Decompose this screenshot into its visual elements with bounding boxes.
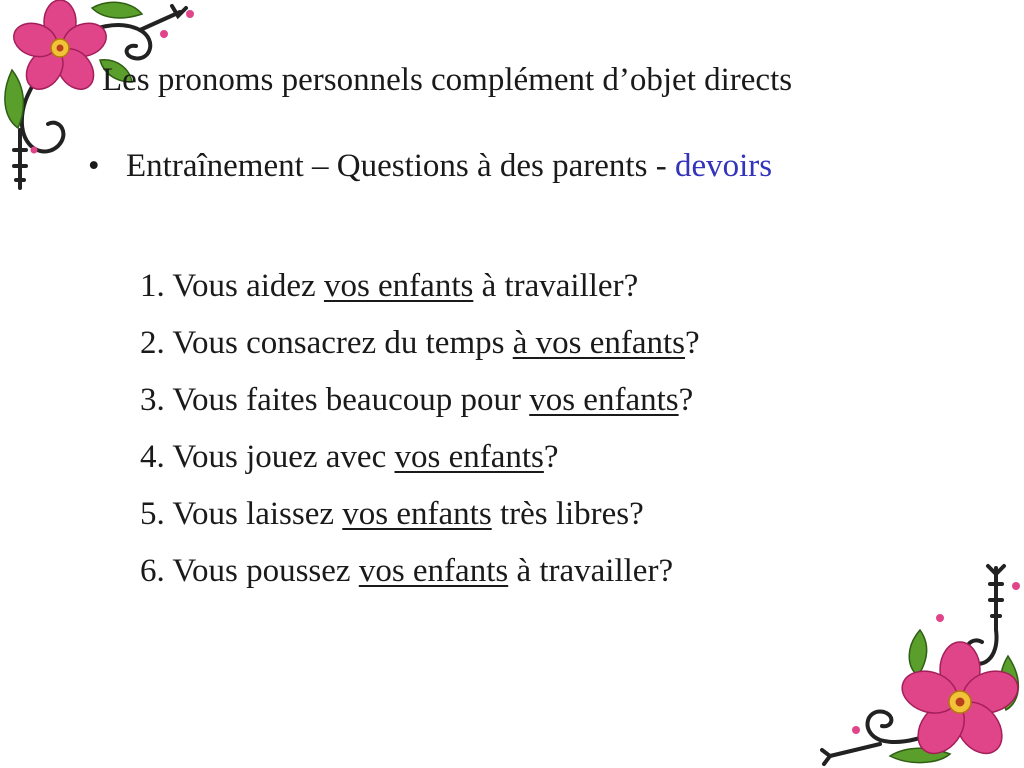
- question-text: très libres?: [491, 496, 644, 532]
- question-number: 5.: [140, 496, 165, 532]
- slide-title: Les pronoms personnels complément d’objet directs: [102, 62, 793, 98]
- underlined-phrase: vos enfants: [358, 553, 509, 589]
- question-text: Vous jouez avec: [172, 439, 395, 475]
- bullet-accent-text: devoirs: [674, 148, 773, 184]
- question-text: Vous laissez: [172, 496, 343, 532]
- question-text: Vous faites beaucoup pour: [172, 382, 530, 418]
- question-text: ?: [543, 439, 559, 475]
- question-text: ?: [678, 382, 694, 418]
- question-item: [140, 372, 700, 429]
- question-number: 6.: [140, 553, 165, 589]
- question-number: 4.: [140, 439, 165, 475]
- question-number: 3.: [140, 382, 165, 418]
- question-item: [140, 486, 700, 543]
- question-text: Vous consacrez du temps: [172, 325, 513, 361]
- flower-icon: [9, 0, 110, 96]
- underlined-phrase: vos enfants: [394, 439, 544, 475]
- underlined-phrase: vos enfants: [323, 268, 474, 304]
- underlined-phrase: vos enfants: [529, 382, 679, 418]
- question-text: ?: [685, 325, 700, 361]
- question-number: 2.: [140, 325, 165, 361]
- floral-corner-bottom-right: [820, 560, 1024, 768]
- question-item: [140, 258, 700, 315]
- bullet-lead-text: Entraînement – Questions à des parents -: [126, 148, 675, 184]
- underlined-phrase: vos enfants: [342, 496, 492, 532]
- question-item: [140, 543, 700, 600]
- question-number: 1.: [140, 268, 165, 304]
- question-item: [140, 315, 700, 372]
- bullet-heading: [88, 144, 772, 188]
- question-list: [140, 258, 700, 600]
- question-text: Vous poussez: [172, 553, 359, 589]
- question-item: [140, 429, 700, 486]
- underlined-phrase: à vos enfants: [512, 325, 686, 361]
- question-text: à travailler?: [508, 553, 674, 589]
- question-text: à travailler?: [473, 268, 639, 304]
- question-text: Vous aidez: [172, 268, 324, 304]
- bullet-marker: •: [88, 148, 100, 184]
